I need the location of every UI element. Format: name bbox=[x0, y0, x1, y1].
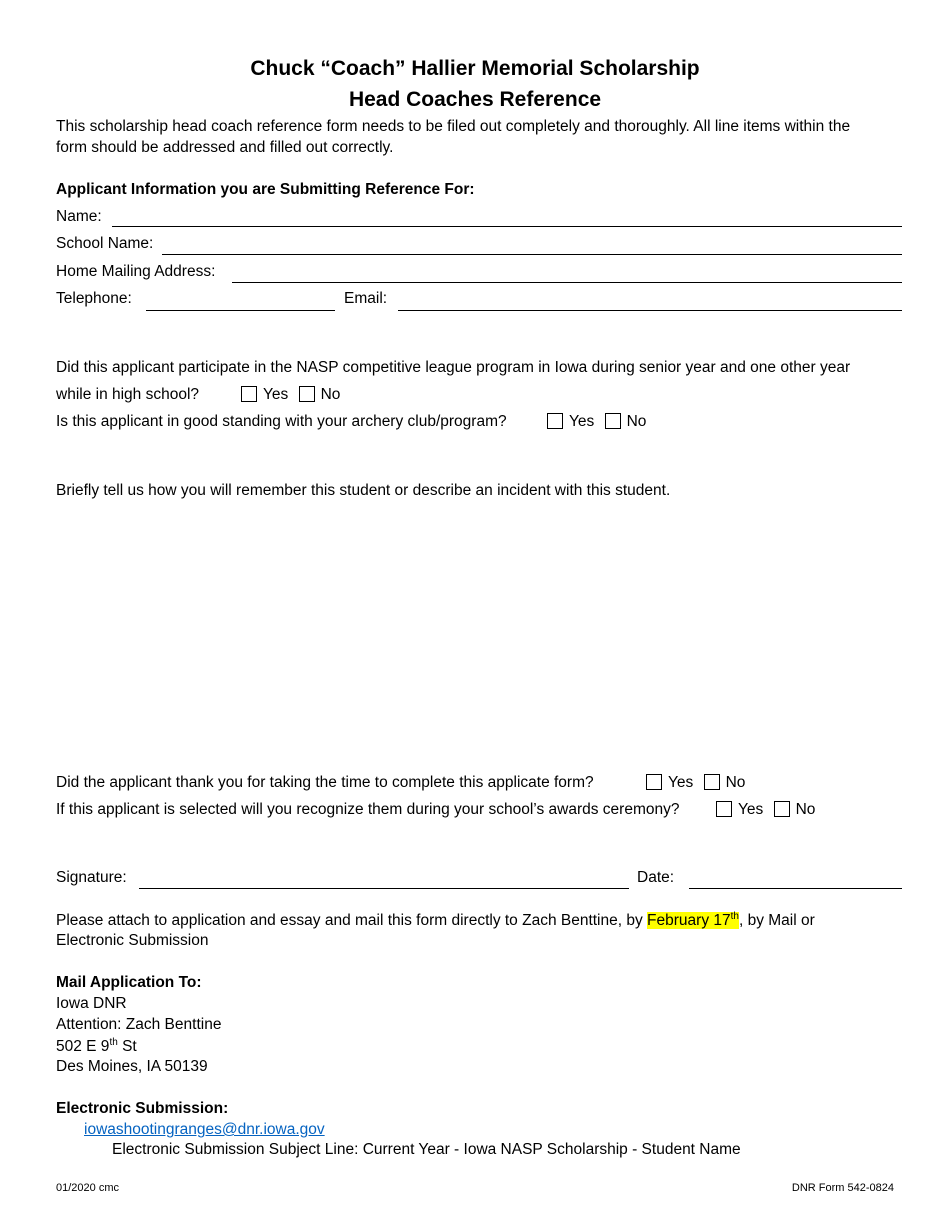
mail-street bbox=[56, 1037, 137, 1056]
mail-city: Des Moines, IA 50139 bbox=[56, 1058, 208, 1075]
recognize-no-label: No bbox=[795, 801, 816, 818]
mail-attention: Attention: Zach Benttine bbox=[56, 1016, 222, 1033]
thank-no-checkbox[interactable] bbox=[704, 774, 720, 790]
date-field[interactable] bbox=[689, 888, 902, 889]
instructions-suffix: , by Mail or bbox=[738, 912, 815, 930]
standing-no-checkbox[interactable] bbox=[605, 413, 621, 429]
question-recognize-options bbox=[716, 801, 815, 819]
school-field[interactable] bbox=[162, 254, 902, 255]
mail-heading: Mail Application To: bbox=[56, 974, 202, 991]
subject-line: Electronic Submission Subject Line: Current Year - Iowa NASP Scholarship - Student Name bbox=[112, 1141, 741, 1158]
telephone-label: Telephone: bbox=[56, 290, 132, 307]
recognize-yes-checkbox[interactable] bbox=[716, 801, 732, 817]
address-field[interactable] bbox=[232, 282, 902, 283]
question-nasp-options bbox=[241, 386, 340, 404]
question-standing: Is this applicant in good standing with your archery club/program? bbox=[56, 413, 507, 430]
telephone-field[interactable] bbox=[146, 310, 335, 311]
nasp-no-label: No bbox=[320, 386, 341, 403]
email-field[interactable] bbox=[398, 310, 902, 311]
submission-email-link[interactable]: iowashootingranges@dnr.iowa.gov bbox=[84, 1121, 325, 1138]
instructions-prefix: Please attach to application and essay and mail this form directly to Zach Benttine, by bbox=[56, 912, 648, 930]
standing-yes-label: Yes bbox=[569, 413, 595, 430]
mail-org: Iowa DNR bbox=[56, 995, 127, 1012]
footer-right: DNR Form 542-0824 bbox=[791, 1182, 894, 1194]
question-standing-options bbox=[547, 413, 646, 431]
nasp-no-checkbox[interactable] bbox=[299, 386, 315, 402]
question-nasp-line2: while in high school? bbox=[56, 386, 200, 403]
name-field[interactable] bbox=[112, 226, 902, 227]
question-thank: Did the applicant thank you for taking the time to complete this applicate form? bbox=[56, 774, 594, 791]
question-nasp-line1: Did this applicant participate in the NASP competitive league program in Iowa during senior year and one other year bbox=[56, 359, 851, 376]
thank-yes-checkbox[interactable] bbox=[646, 774, 662, 790]
standing-yes-checkbox[interactable] bbox=[547, 413, 563, 429]
form-title: Chuck “Coach” Hallier Memorial Scholarship bbox=[250, 57, 700, 80]
name-label: Name: bbox=[56, 208, 102, 225]
instructions-line2: Electronic Submission bbox=[56, 932, 209, 949]
recognize-yes-label: Yes bbox=[738, 801, 764, 818]
deadline-suffix: th bbox=[730, 911, 739, 922]
school-label: School Name: bbox=[56, 235, 154, 252]
nasp-yes-label: Yes bbox=[263, 386, 289, 403]
mail-street-number: 502 E 9 bbox=[56, 1038, 110, 1056]
intro-text-line1: This scholarship head coach reference form needs to be filed out completely and thoroughly. All line items within the bbox=[56, 118, 851, 135]
question-remember: Briefly tell us how you will remember this student or describe an incident with this student. bbox=[56, 482, 671, 499]
question-recognize: If this applicant is selected will you recognize them during your school’s awards ceremony? bbox=[56, 801, 680, 818]
question-thank-options bbox=[646, 774, 745, 792]
signature-field[interactable] bbox=[139, 888, 629, 889]
email-label: Email: bbox=[344, 290, 388, 307]
address-label: Home Mailing Address: bbox=[56, 263, 216, 280]
instructions-line1 bbox=[56, 911, 815, 930]
mail-street-suffix: St bbox=[117, 1038, 137, 1056]
thank-yes-label: Yes bbox=[668, 774, 694, 791]
electronic-heading: Electronic Submission: bbox=[56, 1100, 229, 1117]
thank-no-label: No bbox=[725, 774, 746, 791]
standing-no-label: No bbox=[626, 413, 647, 430]
deadline-month: February 17 bbox=[647, 912, 731, 930]
remember-answer-area[interactable] bbox=[56, 510, 902, 755]
date-label: Date: bbox=[637, 869, 675, 886]
intro-text-line2: form should be addressed and filled out correctly. bbox=[56, 139, 394, 156]
footer-left: 01/2020 cmc bbox=[56, 1182, 119, 1194]
deadline-highlight bbox=[647, 912, 739, 929]
signature-label: Signature: bbox=[56, 869, 127, 886]
applicant-heading: Applicant Information you are Submitting Reference For: bbox=[56, 181, 475, 198]
nasp-yes-checkbox[interactable] bbox=[241, 386, 257, 402]
form-subtitle: Head Coaches Reference bbox=[348, 88, 602, 111]
recognize-no-checkbox[interactable] bbox=[774, 801, 790, 817]
mail-street-sup: th bbox=[109, 1037, 118, 1048]
